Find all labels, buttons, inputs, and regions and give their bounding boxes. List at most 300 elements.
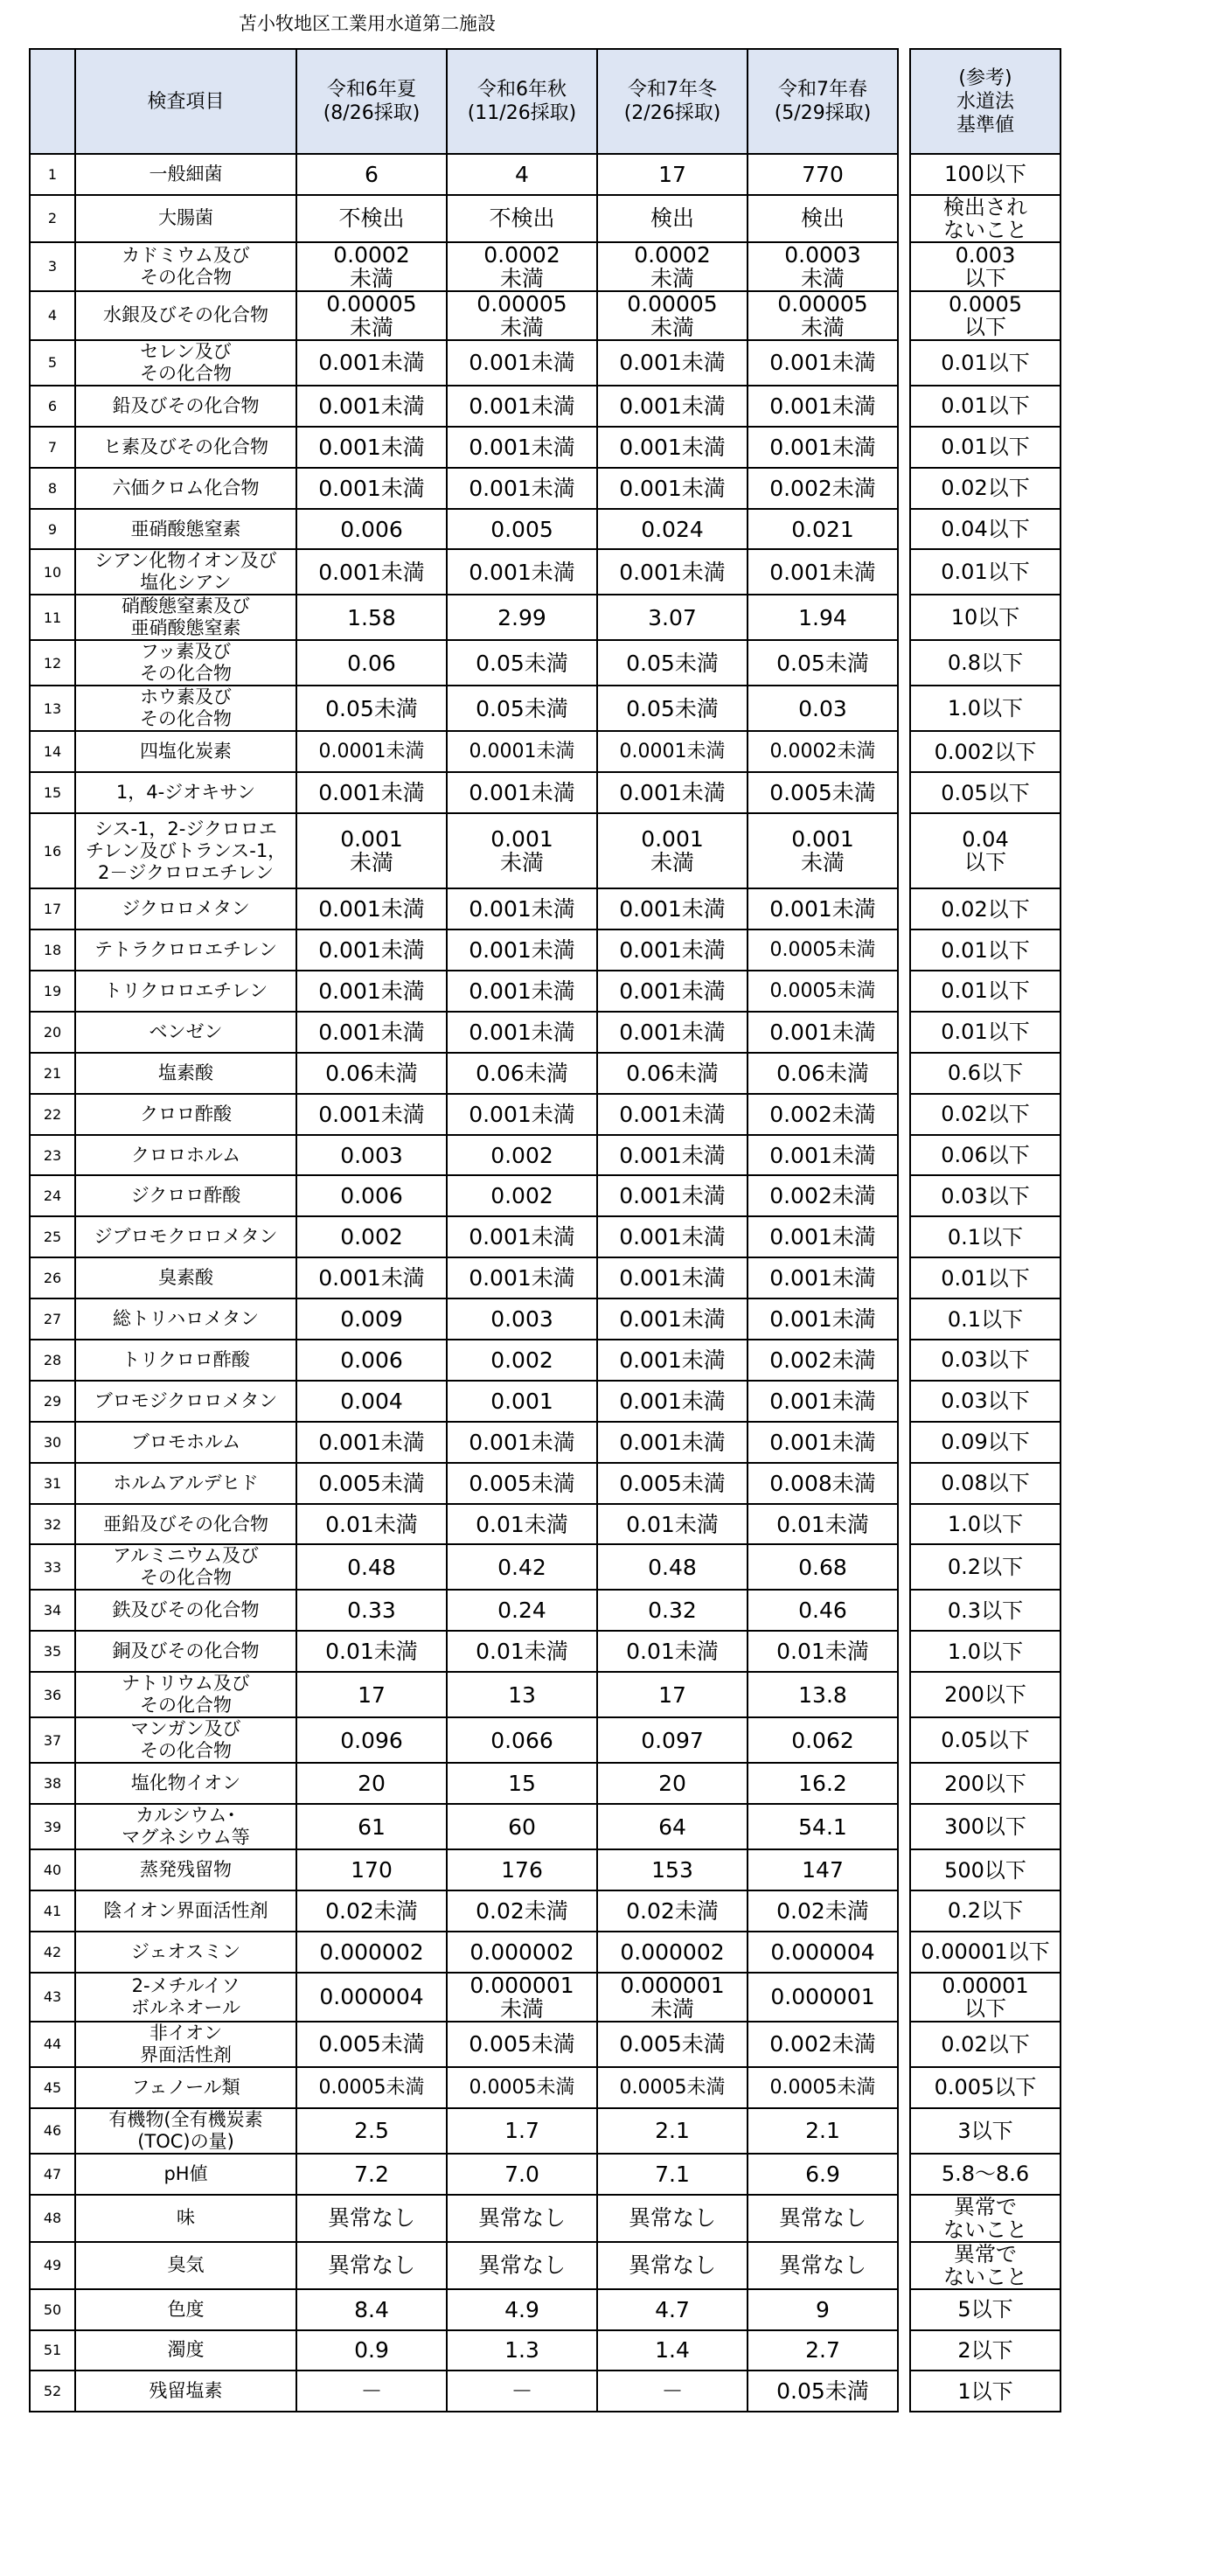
value-autumn-r6: 4 (447, 154, 597, 195)
value-autumn-r6: 0.001未満 (447, 772, 597, 813)
value-spring-r7: 0.68 (748, 1544, 898, 1590)
column-gap (898, 1890, 910, 1932)
row-number: 7 (30, 427, 75, 468)
value-summer-r6: 異常なし (296, 2195, 447, 2242)
standard-value: 0.6以下 (910, 1053, 1061, 1094)
value-spring-r7: 0.002未満 (748, 2022, 898, 2067)
value-summer-r6: 0.0001未満 (296, 731, 447, 772)
value-autumn-r6: 0.24 (447, 1590, 597, 1631)
standard-value: 0.09以下 (910, 1422, 1061, 1463)
column-gap (898, 195, 910, 242)
value-spring-r7: 0.46 (748, 1590, 898, 1631)
check-item: 硝酸態窒素及び 亜硝酸態窒素 (75, 595, 296, 640)
check-item: 臭気 (75, 2242, 296, 2289)
value-summer-r6: 0.01未満 (296, 1504, 447, 1545)
value-winter-r7: 0.05未満 (597, 686, 748, 731)
standard-value: 0.06以下 (910, 1135, 1061, 1176)
value-winter-r7: 153 (597, 1849, 748, 1890)
check-item: クロロ酢酸 (75, 1094, 296, 1135)
table-row (30, 468, 1061, 509)
column-gap (898, 1544, 910, 1590)
table-row (30, 386, 1061, 427)
column-gap (898, 1463, 910, 1504)
value-summer-r6: 0.005未満 (296, 1463, 447, 1504)
value-spring-r7: 0.001未満 (748, 386, 898, 427)
table-row (30, 1340, 1061, 1381)
value-summer-r6: 0.006 (296, 509, 447, 550)
table-row (30, 1257, 1061, 1298)
value-autumn-r6: 0.002 (447, 1135, 597, 1176)
row-number: 47 (30, 2154, 75, 2195)
table-row (30, 888, 1061, 929)
value-winter-r7: 2.1 (597, 2108, 748, 2154)
standard-value: 0.05以下 (910, 772, 1061, 813)
column-gap (898, 1175, 910, 1216)
value-spring-r7: 0.0003 未満 (748, 242, 898, 291)
column-gap (898, 929, 910, 971)
value-autumn-r6: 0.001未満 (447, 1216, 597, 1257)
column-gap (898, 1094, 910, 1135)
table-row (30, 1216, 1061, 1257)
column-gap (898, 340, 910, 386)
value-winter-r7: 0.06未満 (597, 1053, 748, 1094)
column-gap (898, 242, 910, 291)
check-item: カドミウム及び その化合物 (75, 242, 296, 291)
standard-value: 5.8～8.6 (910, 2154, 1061, 2195)
row-number: 14 (30, 731, 75, 772)
value-winter-r7: 0.001未満 (597, 772, 748, 813)
check-item: 非イオン 界面活性剤 (75, 2022, 296, 2067)
value-autumn-r6: 0.003 (447, 1298, 597, 1340)
value-spring-r7: 0.021 (748, 509, 898, 550)
column-gap (898, 2242, 910, 2289)
check-item: ジクロロ酢酸 (75, 1175, 296, 1216)
table-row (30, 686, 1061, 731)
column-gap (898, 1631, 910, 1672)
table-row (30, 772, 1061, 813)
value-summer-r6: 6 (296, 154, 447, 195)
value-autumn-r6: 0.002 (447, 1175, 597, 1216)
table-row (30, 1544, 1061, 1590)
standard-value: 0.003 以下 (910, 242, 1061, 291)
column-gap (898, 1717, 910, 1763)
value-autumn-r6: 0.000001 未満 (447, 1973, 597, 2022)
standard-value: 0.02以下 (910, 2022, 1061, 2067)
header-autumn-r6: 令和6年秋 (11/26採取) (447, 49, 597, 154)
value-summer-r6: 異常なし (296, 2242, 447, 2289)
row-number: 2 (30, 195, 75, 242)
value-winter-r7: 0.001未満 (597, 888, 748, 929)
check-item: マンガン及び その化合物 (75, 1717, 296, 1763)
standard-value: 0.1以下 (910, 1216, 1061, 1257)
value-summer-r6: 170 (296, 1849, 447, 1890)
standard-value: 0.03以下 (910, 1381, 1061, 1422)
value-autumn-r6: 0.001未満 (447, 971, 597, 1012)
value-autumn-r6: 異常なし (447, 2195, 597, 2242)
table-row (30, 813, 1061, 888)
row-number: 22 (30, 1094, 75, 1135)
table-row (30, 1094, 1061, 1135)
value-spring-r7: 0.0002未満 (748, 731, 898, 772)
value-winter-r7: 0.001未満 (597, 1257, 748, 1298)
check-item: シアン化物イオン及び 塩化シアン (75, 549, 296, 595)
check-item: 亜硝酸態窒素 (75, 509, 296, 550)
check-item: 六価クロム化合物 (75, 468, 296, 509)
standard-value: 0.01以下 (910, 549, 1061, 595)
value-winter-r7: 0.05未満 (597, 640, 748, 686)
row-number: 4 (30, 291, 75, 340)
value-autumn-r6: 0.001未満 (447, 340, 597, 386)
check-item: トリクロロエチレン (75, 971, 296, 1012)
row-number: 24 (30, 1175, 75, 1216)
table-row (30, 2371, 1061, 2412)
value-spring-r7: 異常なし (748, 2242, 898, 2289)
standard-value: 1以下 (910, 2371, 1061, 2412)
standard-value: 0.0005 以下 (910, 291, 1061, 340)
check-item: 残留塩素 (75, 2371, 296, 2412)
row-number: 46 (30, 2108, 75, 2154)
value-spring-r7: 0.001未満 (748, 1422, 898, 1463)
table-row (30, 595, 1061, 640)
value-summer-r6: 0.000004 (296, 1973, 447, 2022)
standard-value: 0.08以下 (910, 1463, 1061, 1504)
column-gap (898, 1973, 910, 2022)
row-number: 44 (30, 2022, 75, 2067)
table-row (30, 1849, 1061, 1890)
table-row (30, 731, 1061, 772)
row-number: 19 (30, 971, 75, 1012)
value-autumn-r6: 0.01未満 (447, 1504, 597, 1545)
value-autumn-r6: 1.3 (447, 2330, 597, 2371)
standard-value: 100以下 (910, 154, 1061, 195)
standard-value: 1.0以下 (910, 1504, 1061, 1545)
standard-value: 3以下 (910, 2108, 1061, 2154)
check-item: 有機物(全有機炭素 (TOC)の量) (75, 2108, 296, 2154)
standard-value: 2以下 (910, 2330, 1061, 2371)
standard-value: 200以下 (910, 1763, 1061, 1804)
value-spring-r7: 147 (748, 1849, 898, 1890)
row-number: 25 (30, 1216, 75, 1257)
value-winter-r7: 0.001未満 (597, 468, 748, 509)
header-summer-r6: 令和6年夏 (8/26採取) (296, 49, 447, 154)
value-autumn-r6: 0.02未満 (447, 1890, 597, 1932)
standard-value: 0.02以下 (910, 888, 1061, 929)
value-summer-r6: 0.006 (296, 1340, 447, 1381)
value-spring-r7: 0.005未満 (748, 772, 898, 813)
table-row (30, 1298, 1061, 1340)
standard-value: 300以下 (910, 1804, 1061, 1849)
value-summer-r6: 0.0002 未満 (296, 242, 447, 291)
check-item: ブロモジクロロメタン (75, 1381, 296, 1422)
check-item: ヒ素及びその化合物 (75, 427, 296, 468)
check-item: 鉄及びその化合物 (75, 1590, 296, 1631)
check-item: 2-メチルイソ ボルネオール (75, 1973, 296, 2022)
value-winter-r7: 0.005未満 (597, 1463, 748, 1504)
value-spring-r7: 54.1 (748, 1804, 898, 1849)
value-summer-r6: 0.004 (296, 1381, 447, 1422)
value-autumn-r6: 0.0002 未満 (447, 242, 597, 291)
standard-value: 0.01以下 (910, 929, 1061, 971)
standard-value: 0.00001以下 (910, 1932, 1061, 1973)
check-item: ナトリウム及び その化合物 (75, 1672, 296, 1717)
row-number: 18 (30, 929, 75, 971)
column-gap (898, 1298, 910, 1340)
standard-value: 0.01以下 (910, 1257, 1061, 1298)
row-number: 21 (30, 1053, 75, 1094)
value-winter-r7: 0.02未満 (597, 1890, 748, 1932)
value-spring-r7: 0.001 未満 (748, 813, 898, 888)
value-spring-r7: 0.001未満 (748, 549, 898, 595)
standard-value: 0.03以下 (910, 1175, 1061, 1216)
value-summer-r6: 0.001未満 (296, 549, 447, 595)
check-item: フェノール類 (75, 2067, 296, 2108)
table-row (30, 2195, 1061, 2242)
row-number: 15 (30, 772, 75, 813)
row-number: 50 (30, 2289, 75, 2330)
value-summer-r6: 61 (296, 1804, 447, 1849)
value-winter-r7: 0.001未満 (597, 971, 748, 1012)
value-autumn-r6: 13 (447, 1672, 597, 1717)
row-number: 41 (30, 1890, 75, 1932)
standard-value: 検出され ないこと (910, 195, 1061, 242)
value-summer-r6: 0.001 未満 (296, 813, 447, 888)
table-row (30, 2022, 1061, 2067)
check-item: フッ素及び その化合物 (75, 640, 296, 686)
table-row (30, 291, 1061, 340)
value-winter-r7: 17 (597, 154, 748, 195)
value-winter-r7: 0.024 (597, 509, 748, 550)
check-item: ジブロモクロロメタン (75, 1216, 296, 1257)
column-gap (898, 2195, 910, 2242)
value-spring-r7: 0.001未満 (748, 1381, 898, 1422)
header-winter-r7: 令和7年冬 (2/26採取) (597, 49, 748, 154)
column-gap (898, 595, 910, 640)
value-summer-r6: 17 (296, 1672, 447, 1717)
value-winter-r7: 0.0002 未満 (597, 242, 748, 291)
column-gap (898, 1135, 910, 1176)
value-spring-r7: 2.1 (748, 2108, 898, 2154)
column-gap (898, 1053, 910, 1094)
table-row (30, 1053, 1061, 1094)
value-spring-r7: 0.002未満 (748, 1175, 898, 1216)
check-item: 塩化物イオン (75, 1763, 296, 1804)
value-winter-r7: 0.01未満 (597, 1504, 748, 1545)
column-gap (898, 2154, 910, 2195)
value-spring-r7: 0.01未満 (748, 1631, 898, 1672)
value-autumn-r6: 0.005 (447, 509, 597, 550)
header-number (30, 49, 75, 154)
standard-value: 200以下 (910, 1672, 1061, 1717)
standard-value: 0.02以下 (910, 1094, 1061, 1135)
standard-value: 1.0以下 (910, 686, 1061, 731)
table-row (30, 154, 1061, 195)
value-autumn-r6: － (447, 2371, 597, 2412)
value-autumn-r6: 2.99 (447, 595, 597, 640)
value-summer-r6: 0.48 (296, 1544, 447, 1590)
check-item: セレン及び その化合物 (75, 340, 296, 386)
value-autumn-r6: 0.001未満 (447, 1012, 597, 1053)
value-winter-r7: 0.001未満 (597, 1340, 748, 1381)
table-row (30, 1763, 1061, 1804)
table-row (30, 1381, 1061, 1422)
column-gap (898, 2371, 910, 2412)
column-gap (898, 1381, 910, 1422)
row-number: 35 (30, 1631, 75, 1672)
column-gap (898, 1340, 910, 1381)
column-gap (898, 1804, 910, 1849)
row-number: 10 (30, 549, 75, 595)
check-item: トリクロロ酢酸 (75, 1340, 296, 1381)
check-item: ベンゼン (75, 1012, 296, 1053)
value-spring-r7: 0.008未満 (748, 1463, 898, 1504)
value-autumn-r6: 0.05未満 (447, 686, 597, 731)
value-summer-r6: 0.003 (296, 1135, 447, 1176)
value-winter-r7: 0.001未満 (597, 1175, 748, 1216)
value-spring-r7: 13.8 (748, 1672, 898, 1717)
value-spring-r7: 1.94 (748, 595, 898, 640)
value-autumn-r6: 0.001 未満 (447, 813, 597, 888)
table-row (30, 340, 1061, 386)
table-row (30, 1175, 1061, 1216)
table-row (30, 549, 1061, 595)
header-standard: (参考) 水道法 基準値 (910, 49, 1061, 154)
check-item: クロロホルム (75, 1135, 296, 1176)
value-autumn-r6: 0.0005未満 (447, 2067, 597, 2108)
column-gap (898, 772, 910, 813)
value-summer-r6: 0.05未満 (296, 686, 447, 731)
standard-value: 0.01以下 (910, 386, 1061, 427)
header-row (30, 49, 1061, 154)
value-summer-r6: 0.06未満 (296, 1053, 447, 1094)
check-item: シス-1，2-ジクロロエ チレン及びトランス-1， 2－ジクロロエチレン (75, 813, 296, 888)
standard-value: 500以下 (910, 1849, 1061, 1890)
value-spring-r7: 検出 (748, 195, 898, 242)
table-row (30, 509, 1061, 550)
value-winter-r7: 0.32 (597, 1590, 748, 1631)
value-summer-r6: 8.4 (296, 2289, 447, 2330)
value-summer-r6: 0.006 (296, 1175, 447, 1216)
standard-value: 0.1以下 (910, 1298, 1061, 1340)
water-quality-table (29, 48, 1061, 2412)
value-summer-r6: 0.33 (296, 1590, 447, 1631)
value-spring-r7: 9 (748, 2289, 898, 2330)
column-gap (898, 686, 910, 731)
row-number: 52 (30, 2371, 75, 2412)
value-spring-r7: 0.001未満 (748, 340, 898, 386)
column-gap (898, 1422, 910, 1463)
value-summer-r6: 0.001未満 (296, 929, 447, 971)
row-number: 13 (30, 686, 75, 731)
standard-value: 0.002以下 (910, 731, 1061, 772)
column-gap (898, 2289, 910, 2330)
value-spring-r7: 0.000004 (748, 1932, 898, 1973)
standard-value: 0.005以下 (910, 2067, 1061, 2108)
column-gap (898, 2330, 910, 2371)
row-number: 3 (30, 242, 75, 291)
value-spring-r7: 0.001未満 (748, 1216, 898, 1257)
value-summer-r6: 0.001未満 (296, 1422, 447, 1463)
value-spring-r7: 0.02未満 (748, 1890, 898, 1932)
value-summer-r6: 0.001未満 (296, 386, 447, 427)
column-gap (898, 1590, 910, 1631)
value-spring-r7: 0.000001 (748, 1973, 898, 2022)
value-spring-r7: 0.001未満 (748, 1135, 898, 1176)
table-row (30, 1463, 1061, 1504)
table-body (30, 154, 1061, 2412)
check-item: 塩素酸 (75, 1053, 296, 1094)
value-autumn-r6: 0.05未満 (447, 640, 597, 686)
value-summer-r6: 0.002 (296, 1216, 447, 1257)
column-gap (898, 291, 910, 340)
table-row (30, 1631, 1061, 1672)
row-number: 32 (30, 1504, 75, 1545)
standard-value: 0.04 以下 (910, 813, 1061, 888)
value-spring-r7: 0.001未満 (748, 1298, 898, 1340)
table-row (30, 1932, 1061, 1973)
value-winter-r7: 0.000002 (597, 1932, 748, 1973)
value-winter-r7: 検出 (597, 195, 748, 242)
value-winter-r7: 3.07 (597, 595, 748, 640)
value-winter-r7: 17 (597, 1672, 748, 1717)
row-number: 38 (30, 1763, 75, 1804)
value-summer-r6: 2.5 (296, 2108, 447, 2154)
column-gap (898, 1216, 910, 1257)
value-autumn-r6: 0.001未満 (447, 468, 597, 509)
table-row (30, 1717, 1061, 1763)
value-summer-r6: 0.0005未満 (296, 2067, 447, 2108)
value-spring-r7: 0.001未満 (748, 427, 898, 468)
value-winter-r7: 0.001未満 (597, 386, 748, 427)
column-gap (898, 1849, 910, 1890)
value-autumn-r6: 0.001未満 (447, 427, 597, 468)
column-gap (898, 468, 910, 509)
value-autumn-r6: 1.7 (447, 2108, 597, 2154)
header-spring-r7: 令和7年春 (5/29採取) (748, 49, 898, 154)
row-number: 26 (30, 1257, 75, 1298)
value-winter-r7: 0.0001未満 (597, 731, 748, 772)
standard-value: 0.03以下 (910, 1340, 1061, 1381)
standard-value: 0.2以下 (910, 1544, 1061, 1590)
standard-value: 0.01以下 (910, 971, 1061, 1012)
value-winter-r7: 異常なし (597, 2242, 748, 2289)
value-summer-r6: 0.000002 (296, 1932, 447, 1973)
value-winter-r7: 64 (597, 1804, 748, 1849)
row-number: 1 (30, 154, 75, 195)
value-summer-r6: 0.001未満 (296, 468, 447, 509)
value-spring-r7: 0.0005未満 (748, 2067, 898, 2108)
value-spring-r7: 0.002未満 (748, 1340, 898, 1381)
row-number: 45 (30, 2067, 75, 2108)
table-row (30, 1804, 1061, 1849)
table-row (30, 1672, 1061, 1717)
row-number: 42 (30, 1932, 75, 1973)
value-spring-r7: 0.002未満 (748, 1094, 898, 1135)
value-spring-r7: 0.05未満 (748, 640, 898, 686)
column-gap (898, 49, 910, 154)
row-number: 20 (30, 1012, 75, 1053)
column-gap (898, 1257, 910, 1298)
row-number: 27 (30, 1298, 75, 1340)
value-autumn-r6: 0.005未満 (447, 2022, 597, 2067)
column-gap (898, 731, 910, 772)
value-spring-r7: 0.06未満 (748, 1053, 898, 1094)
row-number: 49 (30, 2242, 75, 2289)
check-item: pH値 (75, 2154, 296, 2195)
value-spring-r7: 16.2 (748, 1763, 898, 1804)
row-number: 34 (30, 1590, 75, 1631)
row-number: 23 (30, 1135, 75, 1176)
check-item: 濁度 (75, 2330, 296, 2371)
